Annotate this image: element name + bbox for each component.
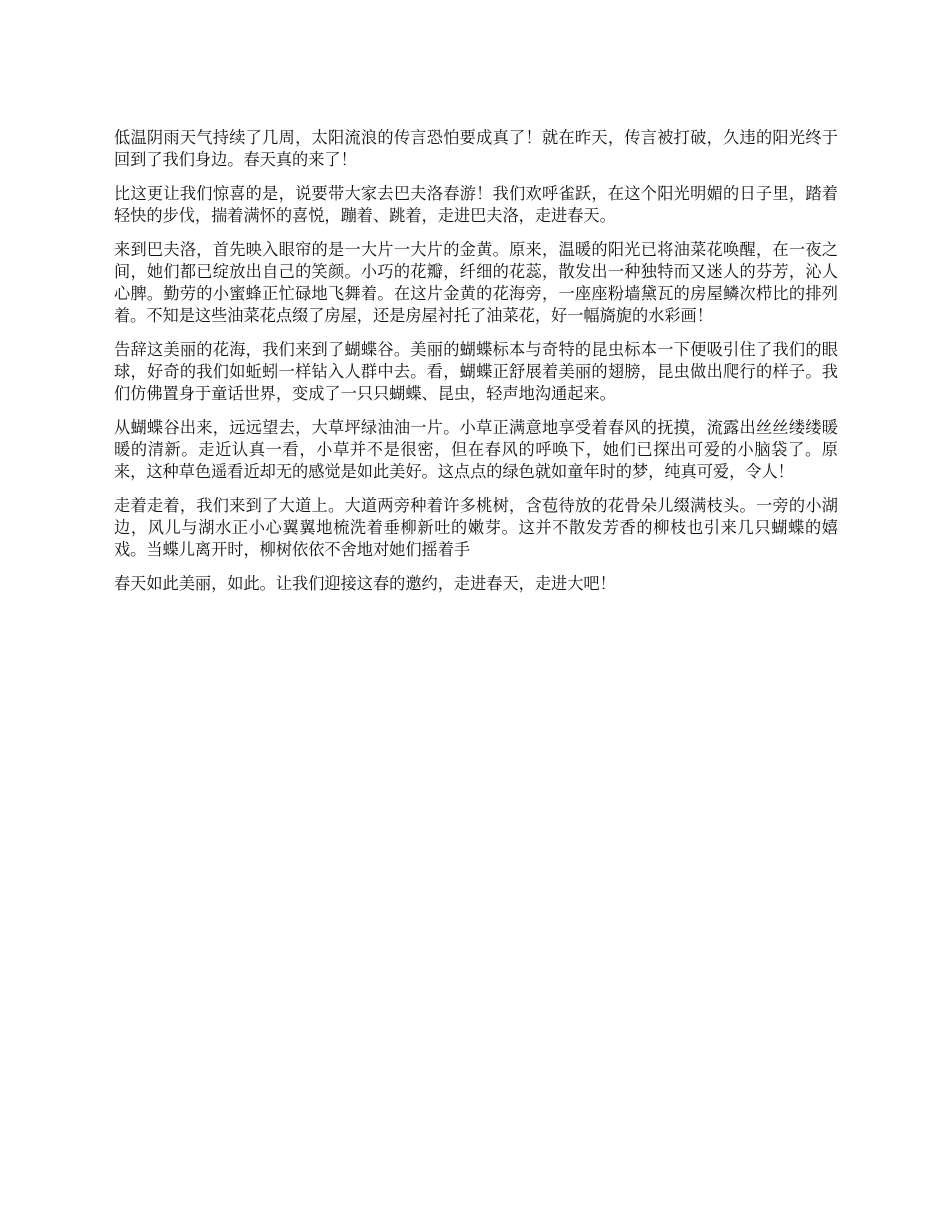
- paragraph-6: 走着走着，我们来到了大道上。大道两旁种着许多桃树，含苞待放的花骨朵儿缀满枝头。一旁的小湖边，风儿与湖水正小心翼翼地梳洗着垂柳新吐的嫩芽。这并不散发芳香的柳枝也引来几只蝴蝶的嬉戏。当蝶儿离开时，柳树依依不舍地对她们摇着手: [114, 496, 838, 559]
- paragraph-4: 告辞这美丽的花海，我们来到了蝴蝶谷。美丽的蝴蝶标本与奇特的昆虫标本一下便吸引住了我们的眼球，好奇的我们如蚯蚓一样钻入人群中去。看，蝴蝶正舒展着美丽的翅膀，昆虫做出爬行的样子。我们仿佛置身于童话世界，变成了一只只蝴蝶、昆虫，轻声地沟通起来。: [114, 340, 838, 403]
- paragraph-2: 比这更让我们惊喜的是，说要带大家去巴夫洛春游！我们欢呼雀跃，在这个阳光明媚的日子里，踏着轻快的步伐，揣着满怀的喜悦，蹦着、跳着，走进巴夫洛，走进春天。: [114, 184, 838, 225]
- paragraph-3: 来到巴夫洛，首先映入眼帘的是一大片一大片的金黄。原来，温暖的阳光已将油菜花唤醒，在一夜之间，她们都已绽放出自己的笑颜。小巧的花瓣，纤细的花蕊，散发出一种独特而又迷人的芬芳，沁人心脾。勤劳的小蜜蜂正忙碌地飞舞着。在这片金黄的花海旁，一座座粉墙黛瓦的房屋鳞次栉比的排列着。不知是这些油菜花点缀了房屋，还是房屋衬托了油菜花，好一幅旖旎的水彩画！: [114, 240, 838, 325]
- paragraph-7: 春天如此美丽，如此。让我们迎接这春的邀约，走进春天，走进大吧！: [114, 574, 616, 593]
- document-body: [114, 127, 838, 607]
- paragraph-5: 从蝴蝶谷出来，远远望去，大草坪绿油油一片。小草正满意地享受着春风的抚摸，流露出丝丝缕缕暖暖的清新。走近认真一看，小草并不是很密，但在春风的呼唤下，她们已探出可爱的小脑袋了。原来，这种草色遥看近却无的感觉是如此美好。这点点的绿色就如童年时的梦，纯真可爱，令人！: [114, 418, 838, 481]
- paragraph-1: 低温阴雨天气持续了几周，太阳流浪的传言恐怕要成真了！就在昨天，传言被打破，久违的阳光终于回到了我们身边。春天真的来了！: [114, 128, 838, 169]
